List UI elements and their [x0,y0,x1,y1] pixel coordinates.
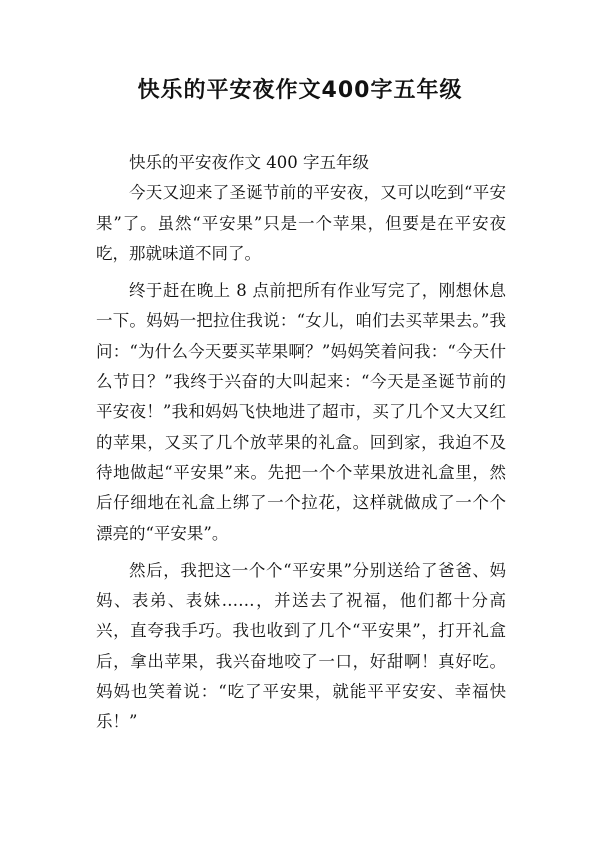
paragraph-1: 今天又迎来了圣诞节前的平安夜，又可以吃到“平安果”了。虽然“平安果”只是一个苹果，但要是在平安夜吃，那就味道不同了。 [96,183,506,263]
document-title: 快乐的平安夜作文400字五年级 [137,78,463,103]
document-body [96,148,506,738]
paragraph-3: 然后，我把这一个个“平安果”分别送给了爸爸、妈妈、表弟、表妹……，并送去了祝福，他们都十分高兴，直夸我手巧。我也收到了几个“平安果”，打开礼盒后，拿出苹果，我兴奋地咬了一口，好甜啊！真好吃。妈妈也笑着说：“吃了平安果，就能平平安安、幸福快乐！” [96,560,506,732]
document-subtitle: 快乐的平安夜作文 400 字五年级 [129,153,369,172]
paragraph-2: 终于赶在晚上 8 点前把所有作业写完了，刚想休息一下。妈妈一把拉住我说：“女儿，咱们去买苹果去。”我问：“为什么今天要买苹果啊？”妈妈笑着问我：“今天什么节日？”我终于兴奋的大叫起来：“今天是圣诞节前的平安夜！”我和妈妈飞快地进了超市，买了几个又大又红的苹果，又买了几个放苹果的礼盒。回到家，我迫不及待地做起“平安果”来。先把一个个苹果放进礼盒里，然后仔细地在礼盒上绑了一个拉花，这样就做成了一个个漂亮的“平安果”。 [96,281,506,543]
